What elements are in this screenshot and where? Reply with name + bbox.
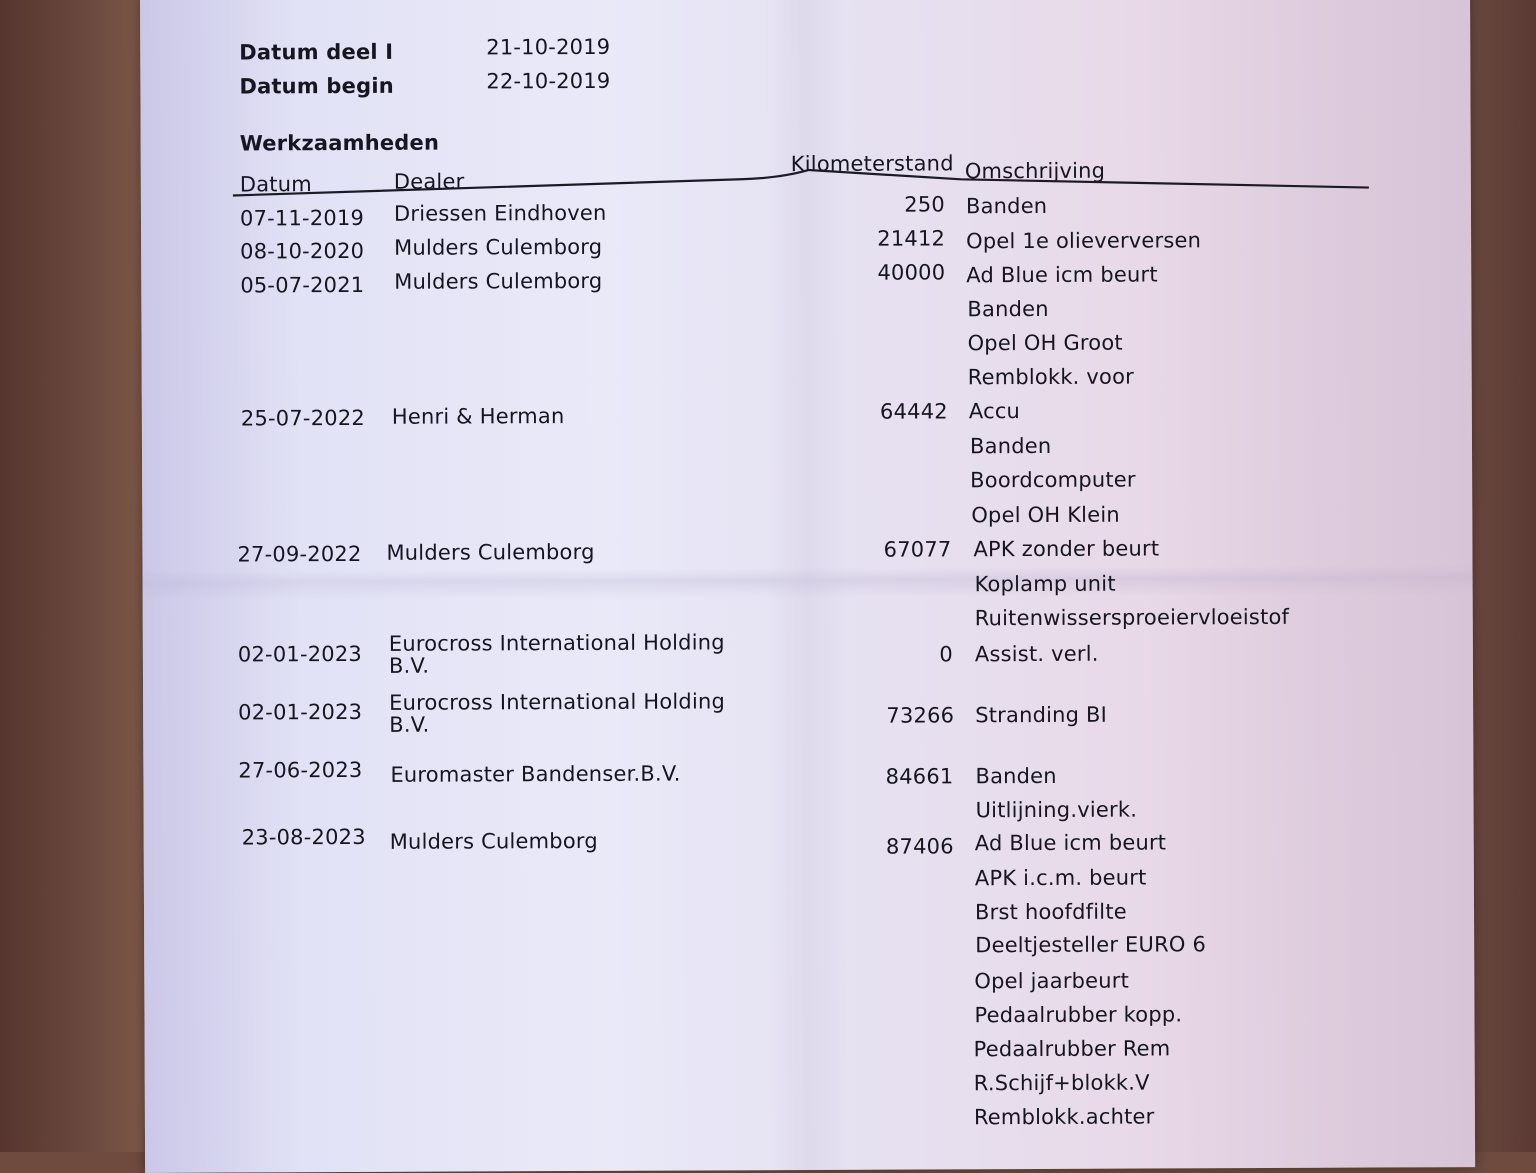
entry-item: Opel 1e olieverversen	[966, 228, 1202, 254]
entry-dealer: Eurocross International Holding B.V.	[389, 689, 726, 737]
entry-item: APK zonder beurt	[973, 536, 1160, 562]
entry-km: 87406	[885, 834, 954, 859]
entry-km: 67077	[883, 537, 952, 562]
entry-item: Opel OH Klein	[971, 502, 1120, 528]
entry-km: 73266	[886, 703, 955, 728]
entry-datum: 07-11-2019	[239, 205, 365, 231]
entry-item: Banden	[967, 296, 1049, 322]
entry-km: 21412	[877, 226, 946, 251]
datum-deel-value: 21-10-2019	[486, 34, 611, 60]
entry-item: APK i.c.m. beurt	[974, 865, 1147, 891]
entry-datum: 08-10-2020	[240, 238, 365, 264]
entry-item: Banden	[969, 433, 1052, 459]
entry-item: Remblokk. voor	[967, 364, 1135, 390]
entry-item: R.Schijf+blokk.V	[973, 1070, 1150, 1096]
entry-datum: 27-09-2022	[237, 541, 362, 567]
entry-item: Boordcomputer	[970, 467, 1136, 493]
datum-deel-label: Datum deel I	[239, 39, 394, 65]
entry-item: Banden	[975, 763, 1057, 789]
entry-item: Remblokk.achter	[973, 1104, 1155, 1130]
entry-item: Pedaalrubber kopp.	[974, 1002, 1183, 1028]
entry-datum: 05-07-2021	[240, 272, 365, 298]
datum-begin-value: 22-10-2019	[486, 68, 611, 94]
entry-item: Assist. verl.	[974, 641, 1099, 667]
entry-km: 40000	[877, 260, 946, 285]
entry-km: 84661	[885, 764, 954, 789]
entry-dealer: Mulders Culemborg	[389, 828, 598, 854]
entry-item: Opel jaarbeurt	[974, 968, 1130, 994]
entry-item: Stranding BI	[975, 702, 1108, 728]
entry-dealer: Mulders Culemborg	[394, 268, 603, 294]
entry-item: Ad Blue icm beurt	[974, 830, 1167, 856]
entry-item: Brst hoofdfilte	[974, 899, 1127, 925]
entry-datum: 23-08-2023	[241, 824, 366, 850]
entry-item: Accu	[968, 399, 1021, 424]
column-header-omschrijving: Omschrijving	[964, 158, 1106, 184]
entry-dealer: Driessen Eindhoven	[393, 200, 607, 226]
entry-item: Ruitenwissersproeiervloeistof	[974, 604, 1290, 631]
entry-dealer: Henri & Herman	[391, 404, 565, 429]
entry-km: 0	[939, 642, 953, 667]
entry-item: Banden	[965, 193, 1048, 219]
entry-datum: 02-01-2023	[238, 699, 363, 725]
datum-begin-label: Datum begin	[239, 73, 394, 99]
entry-dealer: Euromaster Bandenser.B.V.	[390, 761, 681, 787]
entry-datum: 27-06-2023	[238, 757, 363, 783]
entry-datum: 25-07-2022	[240, 405, 365, 431]
entry-dealer: Eurocross International Holding B.V.	[388, 630, 725, 678]
column-header-kilometerstand: Kilometerstand	[790, 151, 954, 177]
entry-item: Uitlijning.vierk.	[975, 797, 1138, 823]
entry-km: 250	[904, 192, 945, 217]
column-header-dealer: Dealer	[393, 169, 465, 194]
entry-item: Opel OH Groot	[967, 330, 1123, 356]
entry-item: Deeltjesteller EURO 6	[975, 932, 1207, 958]
entry-km: 64442	[879, 399, 948, 424]
header-rule	[140, 0, 1471, 223]
service-history-sheet	[140, 0, 1475, 1173]
column-header-datum: Datum	[239, 172, 312, 197]
entry-item: Pedaalrubber Rem	[973, 1036, 1171, 1062]
entry-item: Koplamp unit	[974, 571, 1116, 597]
entry-dealer: Mulders Culemborg	[394, 234, 603, 260]
entry-dealer: Mulders Culemborg	[386, 539, 595, 565]
entry-item: Ad Blue icm beurt	[966, 262, 1158, 288]
entry-datum: 02-01-2023	[237, 641, 362, 667]
section-title: Werkzaamheden	[239, 130, 440, 156]
